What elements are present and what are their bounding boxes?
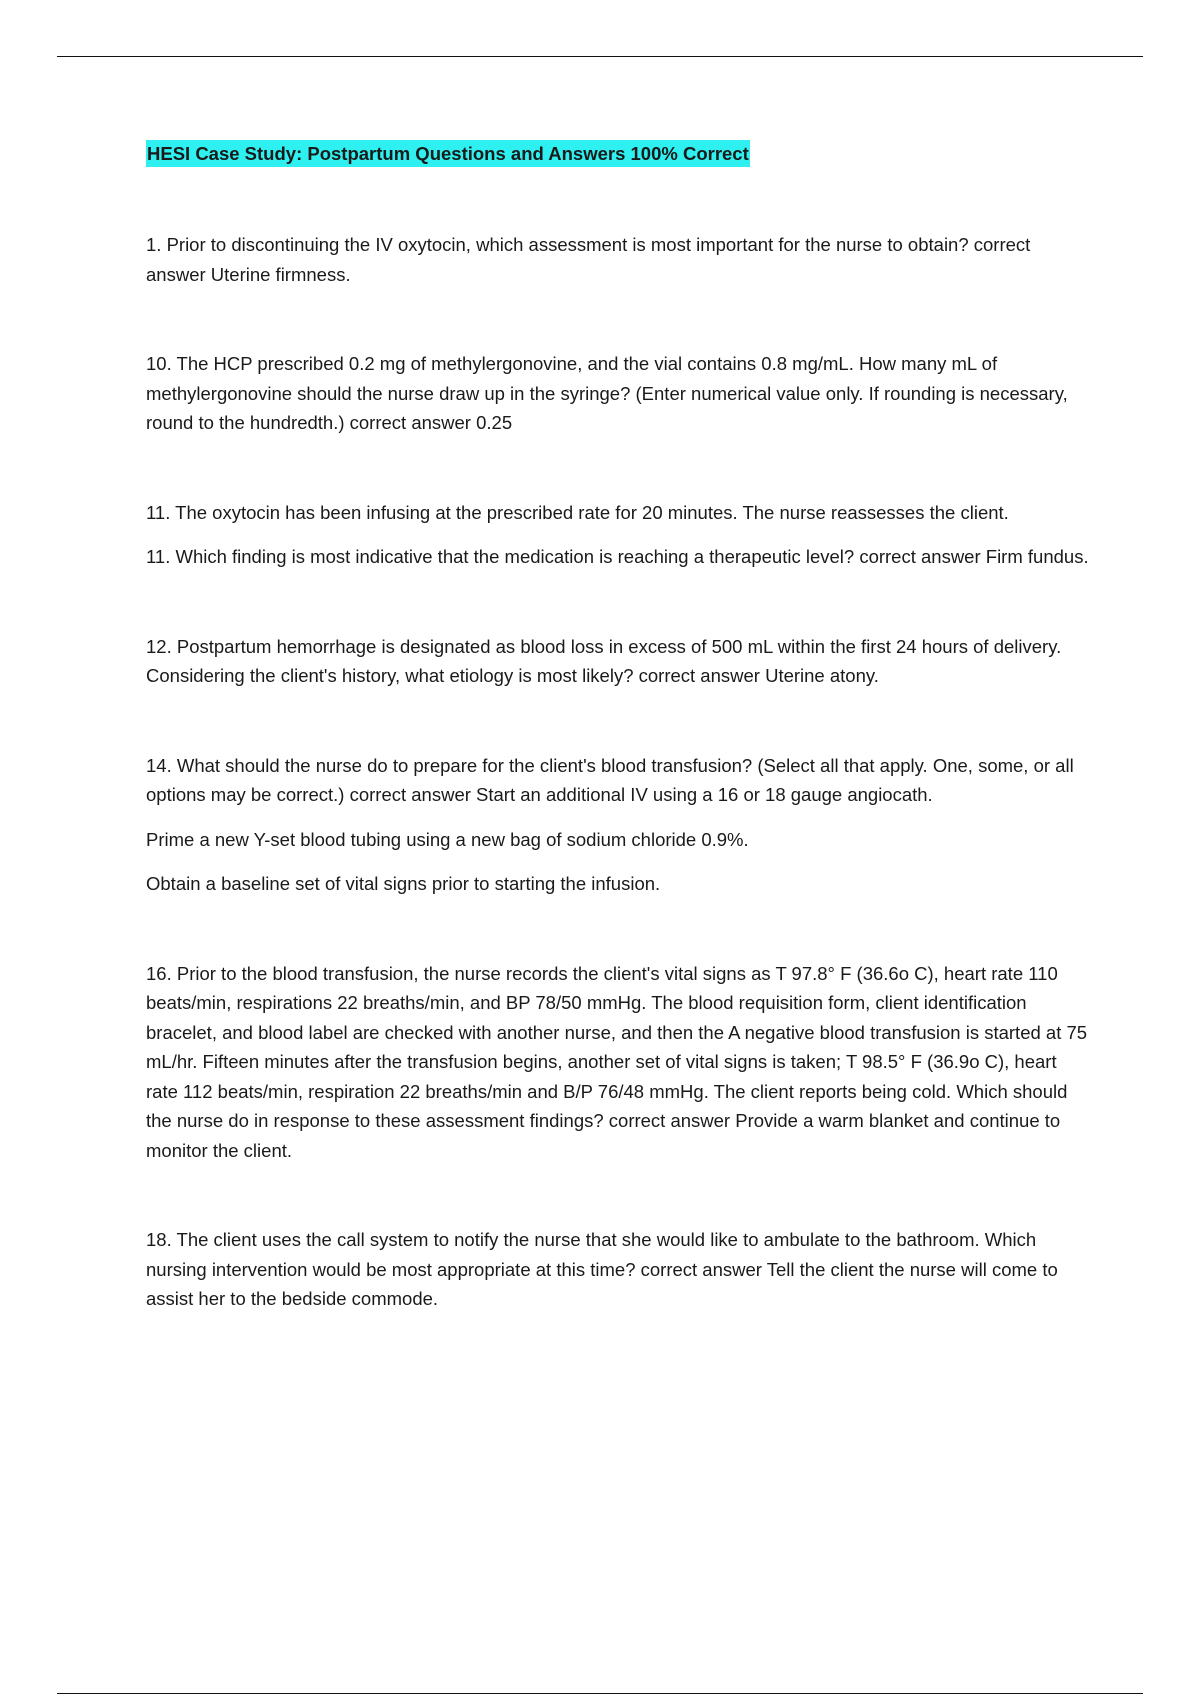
question-10: 10. The HCP prescribed 0.2 mg of methylergonovine, and the vial contains 0.8 mg/mL. How many mL of methylergonovine should the nurse draw up in the syringe? (Enter numerical value only. If rounding is necessary, round to the hundredth.) correct answer 0.25: [146, 353, 1068, 433]
bottom-rule: [57, 1693, 1143, 1694]
question-14-answer-3: Obtain a baseline set of vital signs prior to starting the infusion.: [146, 873, 661, 894]
question-11: 11. Which finding is most indicative that the medication is reaching a therapeutic level? correct answer Firm fundus.: [146, 546, 1089, 567]
question-11-context: 11. The oxytocin has been infusing at the prescribed rate for 20 minutes. The nurse reassesses the client.: [146, 501, 1009, 523]
question-18: 18. The client uses the call system to notify the nurse that she would like to ambulate to the bathroom. Which nursing intervention would be most appropriate at this time? correct answer Tell the client the nurse will come to assist her to the bedside commode.: [146, 1229, 1058, 1309]
question-12: 12. Postpartum hemorrhage is designated as blood loss in excess of 500 mL within the first 24 hours of delivery. Considering the client's history, what etiology is most likely? correct answer Uterine atony.: [146, 635, 1062, 686]
top-rule: [57, 56, 1143, 57]
document-body: [146, 140, 1091, 1314]
question-16: 16. Prior to the blood transfusion, the nurse records the client's vital signs as T 97.8° F (36.6o C), heart rate 110 beats/min, respirations 22 breaths/min, and BP 78/50 mmHg. The blood requisition form, client identification bracelet, and blood label are checked with another nurse, and then the A negative blood transfusion is started at 75 mL/hr. Fifteen minutes after the transfusion begins, another set of vital signs is taken; T 98.5° F (36.9o C), heart rate 112 beats/min, respiration 22 breaths/min and B/P 76/48 mmHg. The client reports being cold. Which should the nurse do in response to these assessment findings? correct answer Provide a warm blanket and continue to monitor the client.: [146, 962, 1088, 1161]
question-1: 1. Prior to discontinuing the IV oxytocin, which assessment is most important for the nurse to obtain? correct answer Uterine firmness.: [146, 234, 1031, 285]
document-title: HESI Case Study: Postpartum Questions and Answers 100% Correct: [146, 140, 750, 167]
question-14: 14. What should the nurse do to prepare for the client's blood transfusion? (Select all that apply. One, some, or all options may be correct.) correct answer Start an additional IV using a 16 or 18 gauge angiocath.: [146, 754, 1074, 805]
question-14-answer-2: Prime a new Y-set blood tubing using a new bag of sodium chloride 0.9%.: [146, 828, 749, 850]
